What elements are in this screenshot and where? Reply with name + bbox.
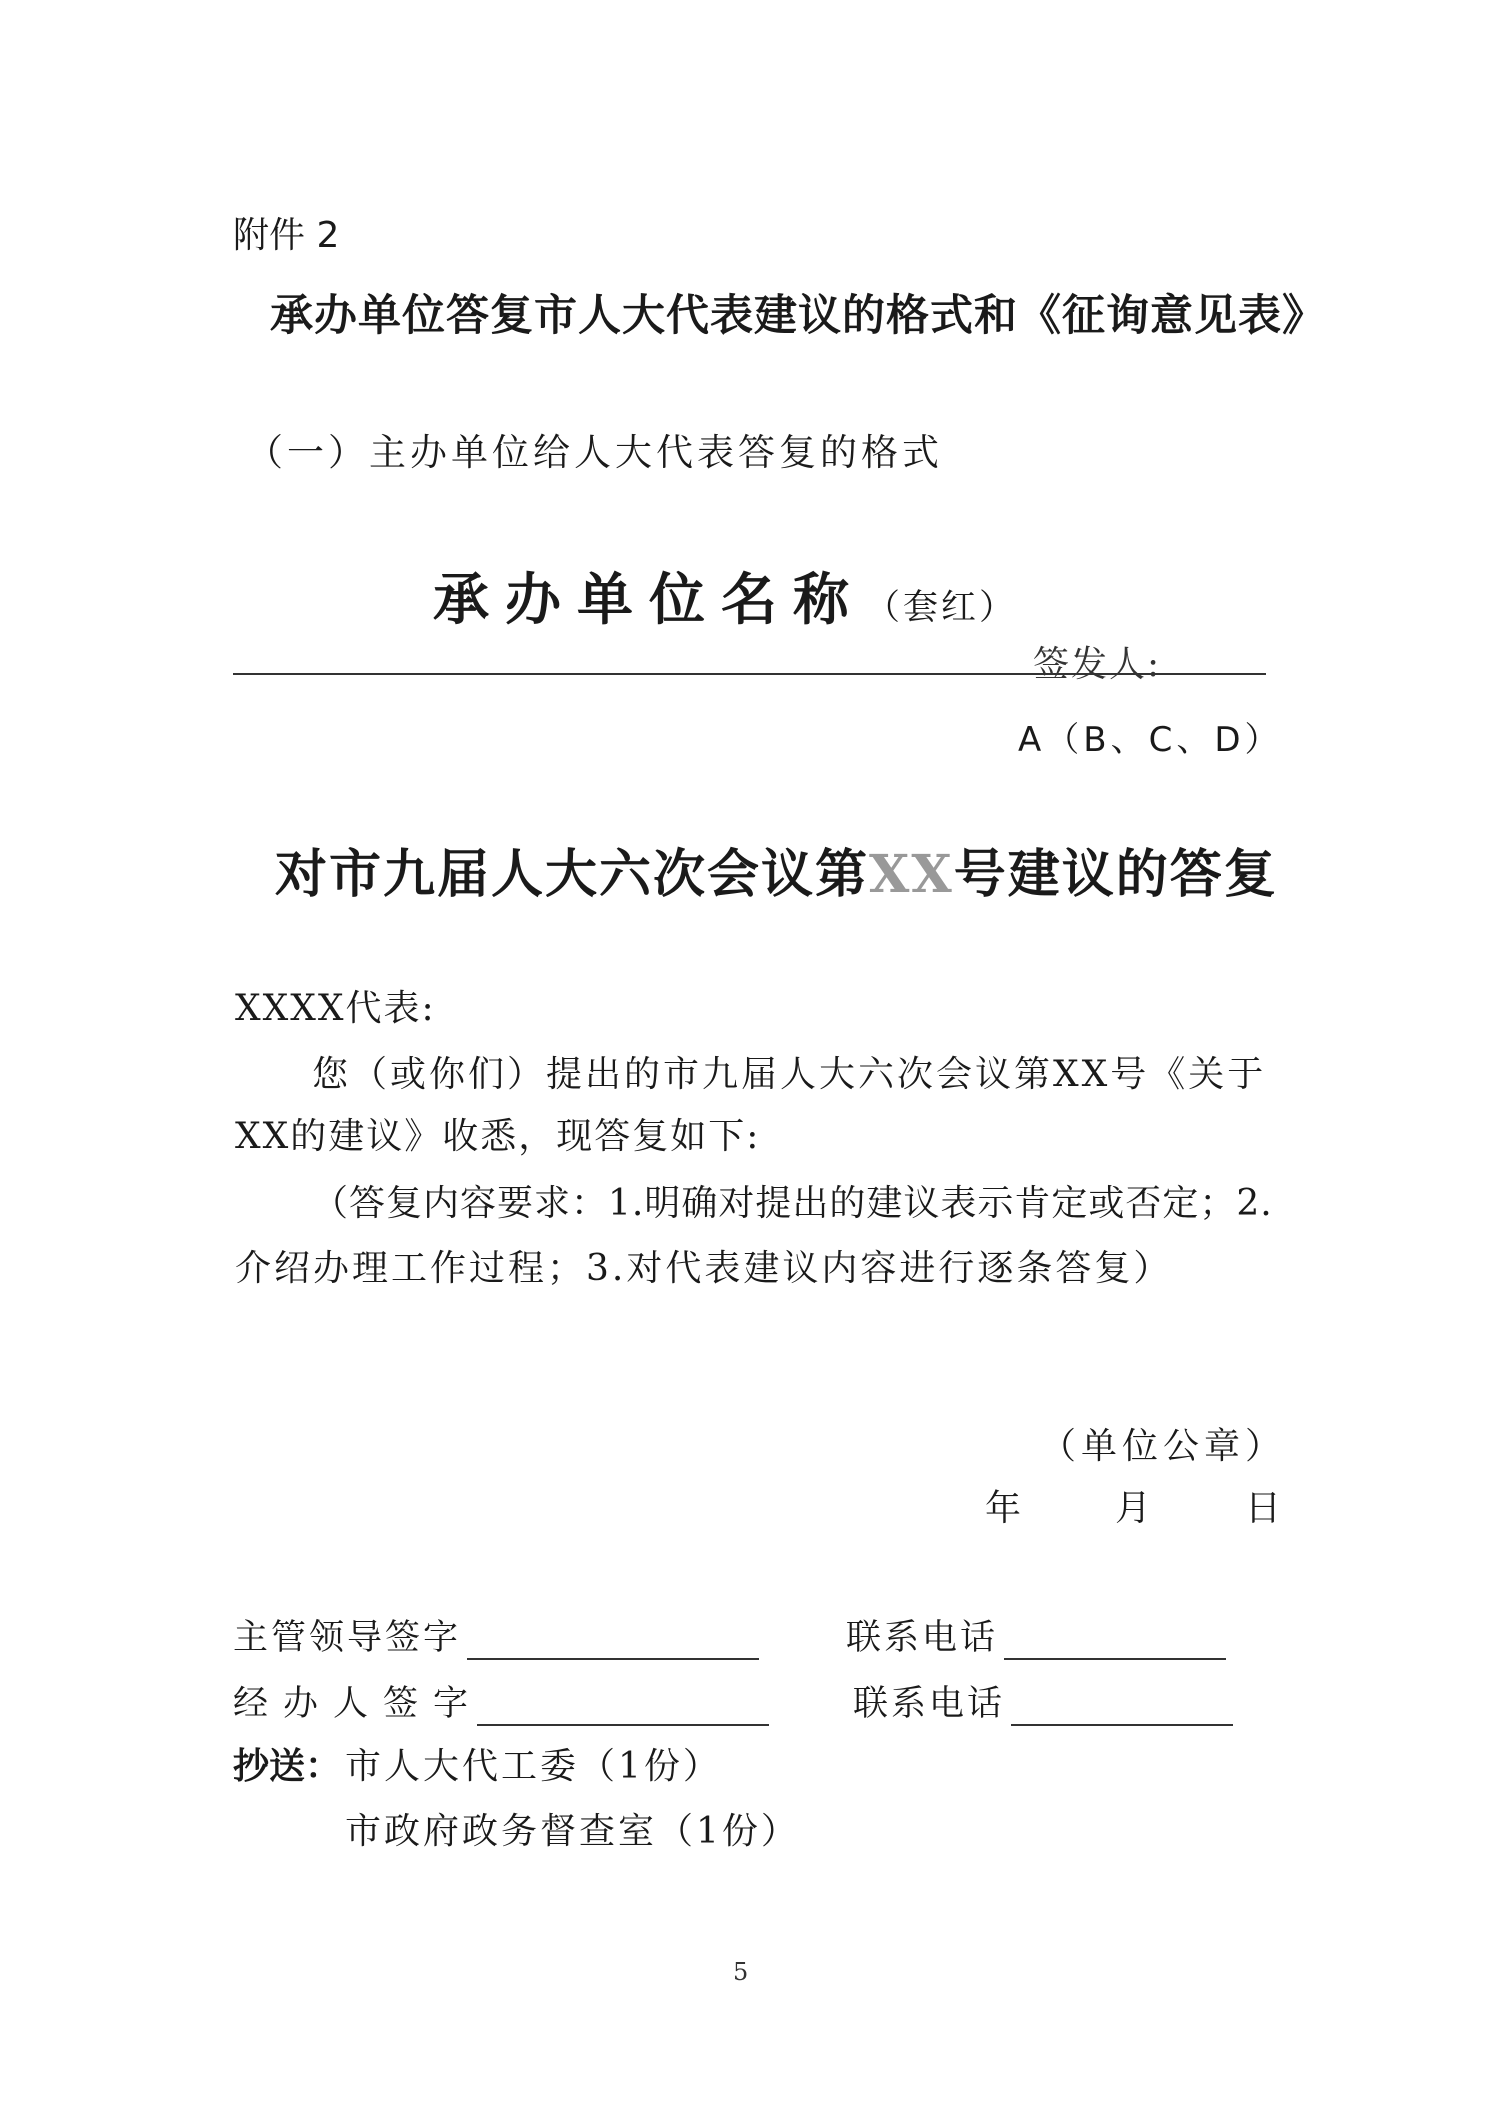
phone-label-2: 联系电话 [853,1684,1006,1724]
cc-recipient-2: 市政府政务督查室（1份） [345,1811,800,1852]
phone-row-2 [853,1676,1233,1726]
phone-row-1 [846,1610,1226,1660]
seal-label: （单位公章） [1040,1426,1287,1467]
reply-title-prefix: 对市九届人大六次会议第 [275,844,870,905]
reply-title-suffix: 号建议的答复 [953,844,1278,905]
reply-title [275,832,1278,907]
reply-title-number: XX [869,844,954,905]
unit-name-note: （套红） [865,588,1018,628]
salutation: XXXX代表: [235,988,436,1029]
date-year: 年 [985,1488,1022,1529]
requirements-line-1: （答复内容要求：1.明确对提出的建议表示肯定或否定；2. [312,1183,1273,1224]
page-number: 5 [733,1958,749,1986]
grade-label: A（B、C、D） [1018,720,1283,760]
signer-label: 签发人: [1033,644,1162,685]
cc-recipient-1: 市人大代工委（1份） [345,1746,722,1787]
header-rule [233,673,1266,675]
handler-signature-line[interactable] [477,1723,769,1726]
leader-signature-row [233,1610,759,1660]
phone-label-1: 联系电话 [846,1618,999,1658]
unit-name: 承办单位名称 [433,567,865,633]
requirements-line-2: 介绍办理工作过程；3.对代表建议内容进行逐条答复） [235,1248,1173,1289]
phone-line-2[interactable] [1011,1723,1233,1726]
attachment-label: 附件 2 [233,215,340,256]
paragraph-1-line-2: XX的建议》收悉，现答复如下: [235,1116,761,1157]
leader-signature-line[interactable] [467,1657,759,1660]
handler-signature-label-end: 字 [433,1684,472,1724]
section-heading: （一）主办单位给人大代表答复的格式 [246,431,943,474]
cc-label: 抄送： [233,1746,342,1787]
date-day: 日 [1245,1488,1282,1529]
phone-line-1[interactable] [1004,1657,1226,1660]
handler-signature-label: 经办人签 [233,1684,434,1724]
main-title: 承办单位答复市人大代表建议的格式和《征询意见表》 [270,291,1326,341]
leader-signature-label: 主管领导签字 [233,1618,462,1658]
handler-signature-row [233,1676,769,1726]
paragraph-1-line-1: 您（或你们）提出的市九届人大六次会议第XX号《关于 [312,1054,1267,1095]
date-month: 月 [1115,1488,1152,1529]
unit-name-heading [433,556,1017,636]
date-line [985,1480,1281,1531]
